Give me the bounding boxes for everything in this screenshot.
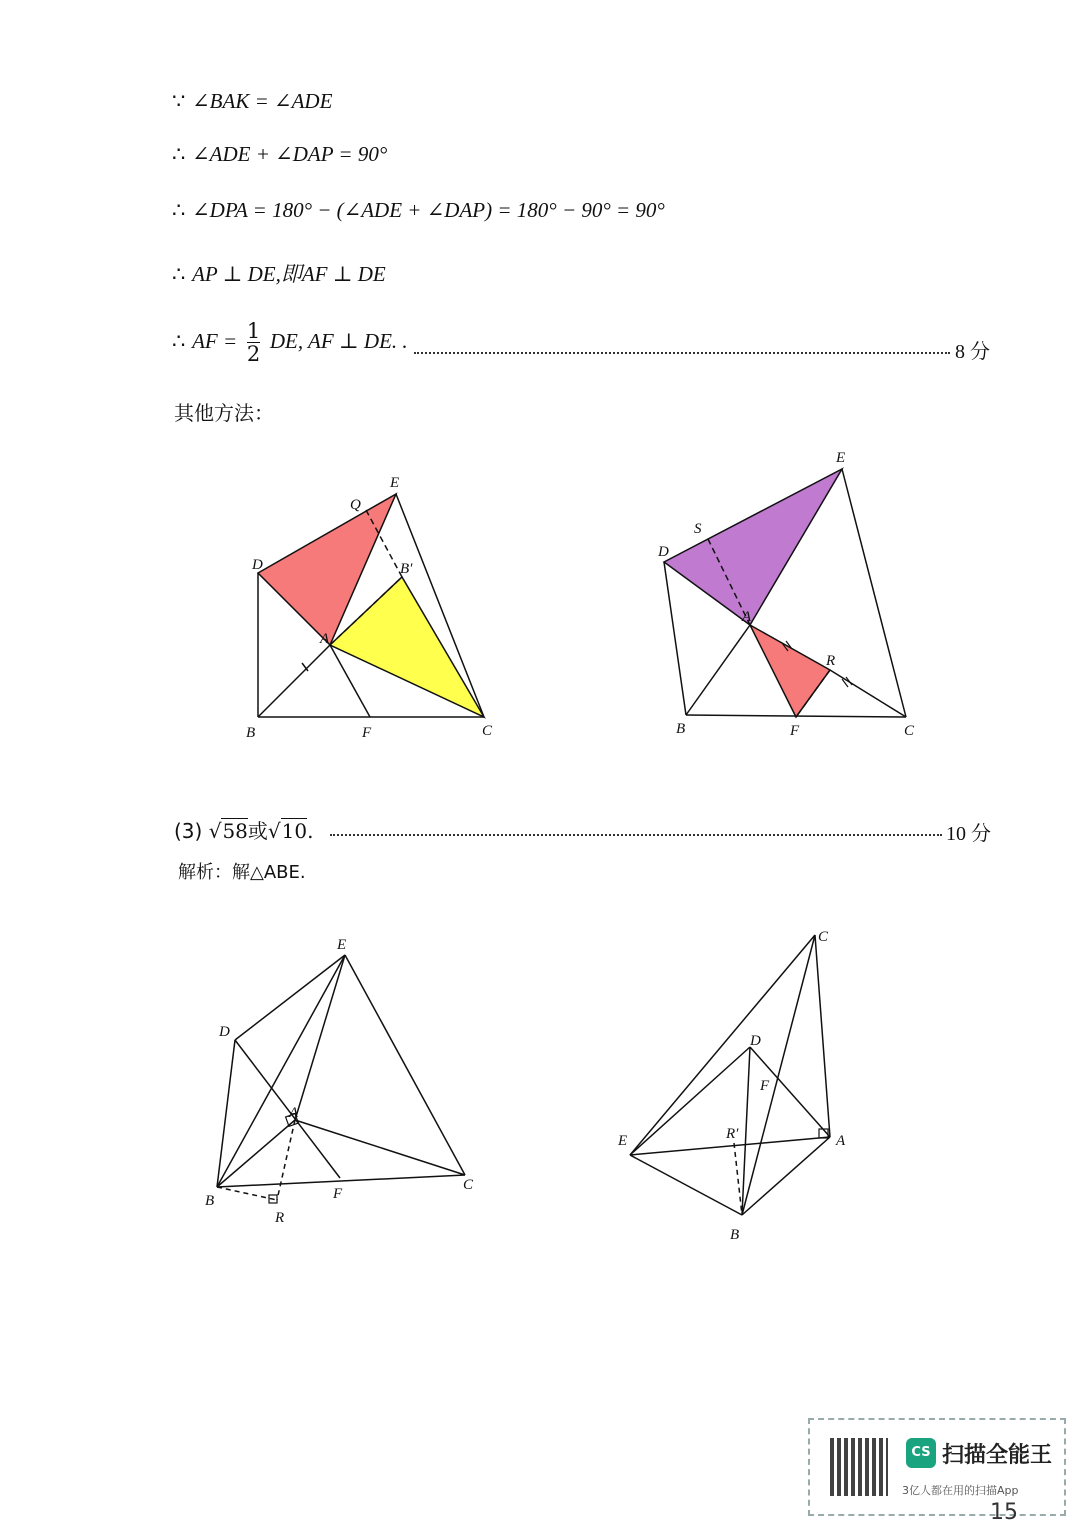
leader-dots-10 <box>330 834 942 836</box>
qr-code-icon <box>830 1438 888 1496</box>
scanner-watermark <box>808 1418 1066 1516</box>
score-10: 10 分 <box>946 823 991 845</box>
label-F: F <box>333 1186 343 1202</box>
therefore-symbol: ∴ <box>172 198 186 222</box>
part3-answer <box>174 815 313 844</box>
proof-expr-5-post: DE, AF ⊥ DE. . <box>269 329 408 353</box>
analysis-text: 解析：解△ABE. <box>178 862 306 883</box>
label-E: E <box>836 450 846 466</box>
label-B: B <box>676 721 686 737</box>
radicand-58: 58 <box>222 819 248 843</box>
proof-expr-1: ∠BAK = ∠ADE <box>192 89 333 113</box>
label-F: F <box>790 723 800 739</box>
or-word: 或 <box>247 819 268 843</box>
label-R: R <box>275 1210 285 1226</box>
therefore-symbol: ∴ <box>172 262 186 286</box>
label-A: A <box>836 1133 846 1149</box>
figure-4 <box>610 925 870 1245</box>
label-A: A <box>289 1105 299 1121</box>
figure-2 <box>650 445 940 745</box>
fraction-one-half <box>247 320 260 365</box>
label-B: B <box>246 725 256 741</box>
sqrt-sign: √ <box>208 819 222 843</box>
label-R: R <box>826 653 836 669</box>
page-number: 15 <box>990 1500 1018 1525</box>
figure-1 <box>230 465 520 745</box>
red-triangle <box>750 625 830 717</box>
label-E: E <box>618 1133 628 1149</box>
proof-line-2 <box>172 142 387 167</box>
proof-expr-2: ∠ADE + ∠DAP = 90° <box>192 142 388 166</box>
proof-line-3 <box>172 198 665 223</box>
therefore-symbol: ∴ <box>172 142 186 166</box>
label-D: D <box>252 557 263 573</box>
label-E: E <box>337 937 347 953</box>
other-methods-heading: 其他方法： <box>174 401 274 425</box>
label-D: D <box>658 544 669 560</box>
label-C: C <box>463 1177 474 1193</box>
label-D: D <box>750 1033 761 1049</box>
label-C: C <box>818 929 829 945</box>
label-B: B <box>205 1193 215 1209</box>
watermark-slogan: 3亿人都在用的扫描App <box>902 1484 1019 1497</box>
watermark-brand: 扫描全能王 <box>942 1443 1053 1468</box>
sqrt-sign: √ <box>267 819 281 843</box>
proof-line-1 <box>172 89 332 114</box>
part3-label: (3) <box>174 819 203 843</box>
label-C: C <box>482 723 493 739</box>
fraction-denominator: 2 <box>246 342 261 366</box>
figure-3 <box>195 925 495 1235</box>
label-F: F <box>760 1078 770 1094</box>
score-8: 8 分 <box>955 341 990 363</box>
proof-expr-3: ∠DPA = 180° − (∠ADE + ∠DAP) = 180° − 90° = 90° <box>192 198 665 222</box>
label-S: S <box>694 521 702 537</box>
label-B-prime: B′ <box>400 561 413 577</box>
camscanner-logo-icon: CS <box>906 1438 936 1468</box>
proof-line-4 <box>172 258 386 288</box>
answer-period: . <box>307 819 314 843</box>
yellow-triangle <box>330 577 484 717</box>
fraction-numerator: 1 <box>246 319 261 343</box>
therefore-symbol: ∴ <box>172 329 186 353</box>
proof-expr-4: AP ⊥ DE,即AF ⊥ DE <box>192 262 386 286</box>
label-D: D <box>219 1024 230 1040</box>
label-Q: Q <box>350 497 361 513</box>
purple-triangle <box>664 469 842 625</box>
proof-line-5 <box>172 320 408 365</box>
label-R-prime: R′ <box>726 1126 739 1142</box>
because-symbol: ∵ <box>172 89 186 113</box>
label-F: F <box>362 725 372 741</box>
label-E: E <box>390 475 400 491</box>
leader-dots-8 <box>414 352 950 354</box>
label-B: B <box>730 1227 740 1243</box>
proof-expr-5-pre: AF = <box>192 329 238 353</box>
label-A: A <box>320 631 330 647</box>
label-A: A <box>742 609 752 625</box>
radicand-10: 10 <box>281 819 308 843</box>
label-C: C <box>904 723 915 739</box>
